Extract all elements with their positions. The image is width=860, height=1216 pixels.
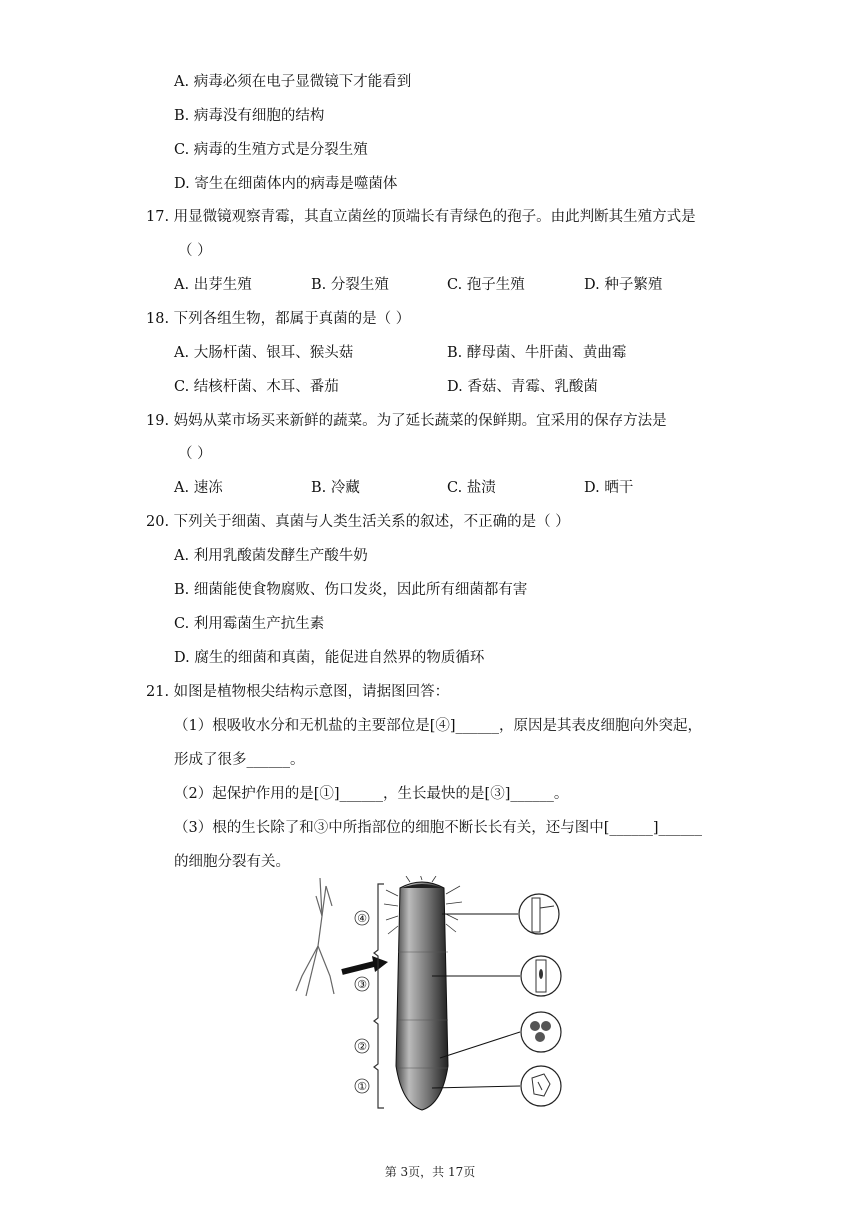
root-tip-drawing: [384, 876, 462, 1110]
zone-label-2: ②: [357, 1040, 367, 1053]
q16-option-c: C. 病毒的生殖方式是分裂生殖: [174, 142, 368, 158]
q18-option-a: A. 大肠杆菌、银耳、猴头菇: [174, 345, 354, 361]
q20-option-d: D. 腐生的细菌和真菌，能促进自然界的物质循环: [174, 650, 485, 666]
q21-sub3-line2: 的细胞分裂有关。: [174, 854, 290, 870]
q18-option-b: B. 酵母菌、牛肝菌、黄曲霉: [447, 345, 627, 361]
q17-option-d: D. 种子繁殖: [584, 277, 663, 293]
q20-option-a: A. 利用乳酸菌发酵生产酸牛奶: [174, 548, 368, 564]
arrow-icon: [342, 956, 388, 972]
q17-stem: 17. 用显微镜观察青霉，其直立菌丝的顶端长有青绿色的孢子。由此判断其生殖方式是: [146, 209, 696, 225]
q20-stem: 20. 下列关于细菌、真菌与人类生活关系的叙述，不正确的是（ ）: [146, 514, 570, 530]
q18-stem: 18. 下列各组生物，都属于真菌的是（ ）: [146, 311, 411, 327]
cell-inset-root-cap: [521, 1066, 561, 1106]
q19-option-b: B. 冷藏: [311, 480, 360, 496]
q17-option-c: C. 孢子生殖: [447, 277, 525, 293]
q19-paren: （ ）: [178, 446, 212, 462]
q16-option-d: D. 寄生在细菌体内的病毒是噬菌体: [174, 176, 398, 192]
q20-option-b: B. 细菌能使食物腐败、伤口发炎，因此所有细菌都有害: [174, 582, 528, 598]
cell-inset-root-hair: [519, 894, 559, 934]
zone-label-4: ④: [357, 912, 367, 925]
q17-option-b: B. 分裂生殖: [311, 277, 389, 293]
page-footer: 第 3页，共 17页: [384, 1165, 476, 1179]
q21-sub1-line1: （1）根吸收水分和无机盐的主要部位是[④]______，原因是其表皮细胞向外突起，: [174, 718, 703, 734]
zone-label-3: ③: [357, 978, 367, 991]
q19-stem: 19. 妈妈从菜市场买来新鲜的蔬菜。为了延长蔬菜的保鲜期。宜采用的保存方法是: [146, 413, 667, 429]
cell-inset-meristem: [521, 1012, 561, 1052]
q21-sub2: （2）起保护作用的是[①]______，生长最快的是[③]______。: [174, 786, 569, 802]
q16-option-a: A. 病毒必须在电子显微镜下才能看到: [174, 74, 412, 90]
q17-option-a: A. 出芽生殖: [174, 277, 252, 293]
q19-option-a: A. 速冻: [174, 480, 223, 496]
q21-sub1-line2: 形成了很多______。: [174, 752, 305, 768]
zone-bracket: [374, 884, 384, 1108]
q17-paren: （ ）: [178, 243, 212, 259]
q19-option-d: D. 晒干: [584, 480, 634, 496]
cell-inset-elongation: [521, 956, 561, 996]
q20-option-c: C. 利用霉菌生产抗生素: [174, 616, 325, 632]
zone-label-1: ①: [357, 1080, 367, 1093]
seedling-icon: [296, 878, 334, 996]
q18-option-d: D. 香菇、青霉、乳酸菌: [447, 379, 598, 395]
q18-option-c: C. 结核杆菌、木耳、番茄: [174, 379, 339, 395]
root-tip-figure: [282, 876, 582, 1116]
q16-option-b: B. 病毒没有细胞的结构: [174, 108, 325, 124]
q19-option-c: C. 盐渍: [447, 480, 496, 496]
q21-sub3-line1: （3）根的生长除了和③中所指部位的细胞不断长长有关，还与图中[______]______: [174, 820, 703, 836]
q21-stem: 21. 如图是植物根尖结构示意图，请据图回答：: [146, 684, 450, 700]
